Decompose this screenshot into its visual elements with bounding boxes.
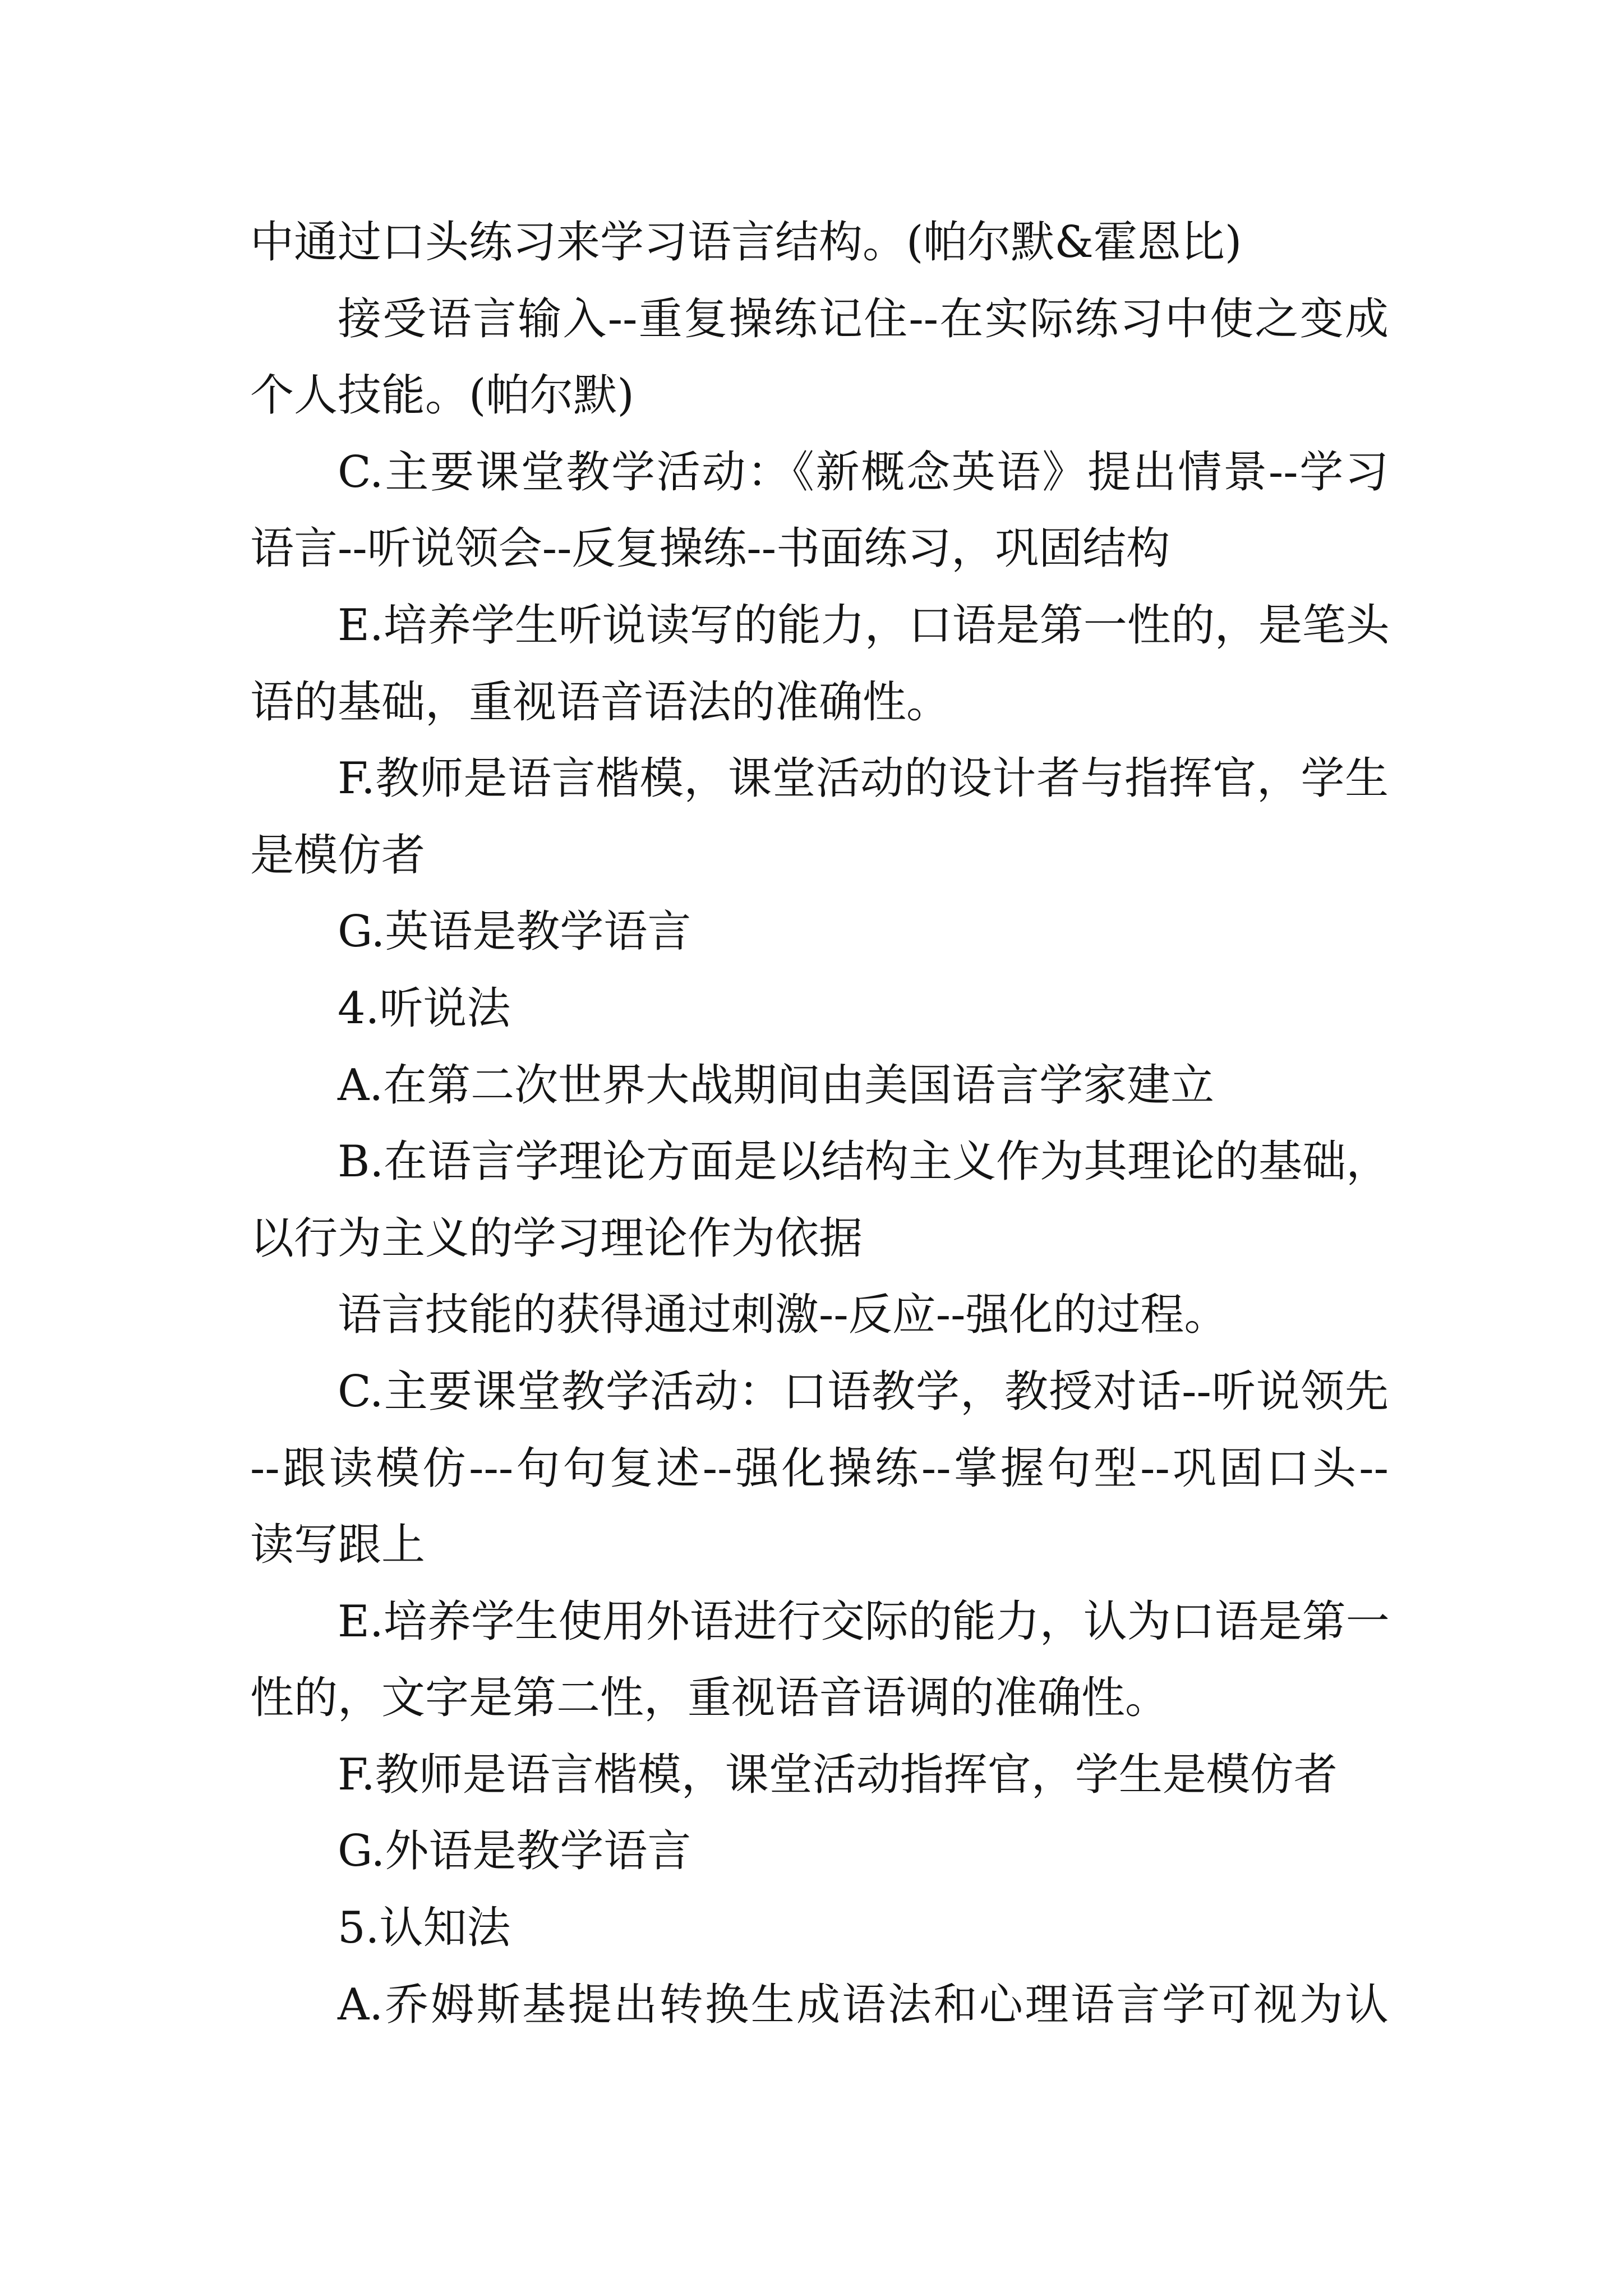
document-body [250,204,1389,2043]
text-line: 接受语言输入--重复操练记住--在实际练习中使之变成 [338,293,1389,344]
text-line: C.主要课堂教学活动：《新概念英语》提出情景--学习 [338,447,1389,498]
paragraph [250,740,1389,894]
text-line: 语言--听说领会--反复操练--书面练习，巩固结构 [250,523,1170,574]
paragraph [250,204,1389,281]
text-line: 以行为主义的学习理论作为依据 [250,1213,863,1264]
text-line: 性的，文字是第二性，重视语音语调的准确性。 [250,1673,1169,1724]
paragraph [250,434,1389,587]
section-heading-text: 4.听说法 [338,983,511,1034]
text-line: 语的基础，重视语音语法的准确性。 [250,677,951,728]
paragraph [250,894,1389,970]
text-line: F.教师是语言楷模，课堂活动指挥官，学生是模仿者 [338,1749,1338,1800]
paragraph [250,1584,1389,1737]
text-line: F.教师是语言楷模，课堂活动的设计者与指挥官，学生 [338,753,1389,804]
paragraph [250,281,1389,434]
text-line: E.培养学生听说读写的能力，口语是第一性的，是笔头 [338,600,1390,651]
paragraph [250,1354,1389,1584]
paragraph [250,1124,1389,1277]
text-line: G.外语是教学语言 [338,1826,691,1877]
section-heading [250,1890,1389,1967]
paragraph [250,1813,1389,1890]
section-heading-text: 5.认知法 [338,1903,511,1954]
text-line: A.乔姆斯基提出转换生成语法和心理语言学可视为认 [338,1979,1389,2030]
text-line: 语言技能的获得通过刺激--反应--强化的过程。 [338,1290,1228,1341]
text-line: B.在语言学理论方面是以结构主义作为其理论的基础， [338,1137,1390,1188]
text-line: E.培养学生使用外语进行交际的能力，认为口语是第一 [338,1596,1390,1647]
paragraph [250,1967,1389,2044]
text-line: 读写跟上 [250,1520,426,1571]
text-line: --跟读模仿---句句复述--强化操练--掌握句型--巩固口头-- [250,1443,1389,1494]
text-line: 中通过口头练习来学习语言结构。(帕尔默&霍恩比) [250,217,1242,268]
section-heading [250,970,1389,1047]
paragraph [250,1047,1389,1124]
text-line: 是模仿者 [250,830,426,881]
text-line: A.在第二次世界大战期间由美国语言学家建立 [338,1060,1215,1111]
paragraph [250,587,1389,740]
paragraph [250,1737,1389,1814]
paragraph [250,1277,1389,1354]
text-line: G.英语是教学语言 [338,907,691,958]
text-line: 个人技能。(帕尔默) [250,370,634,421]
text-line: C.主要课堂教学活动：口语教学，教授对话--听说领先 [338,1366,1389,1417]
